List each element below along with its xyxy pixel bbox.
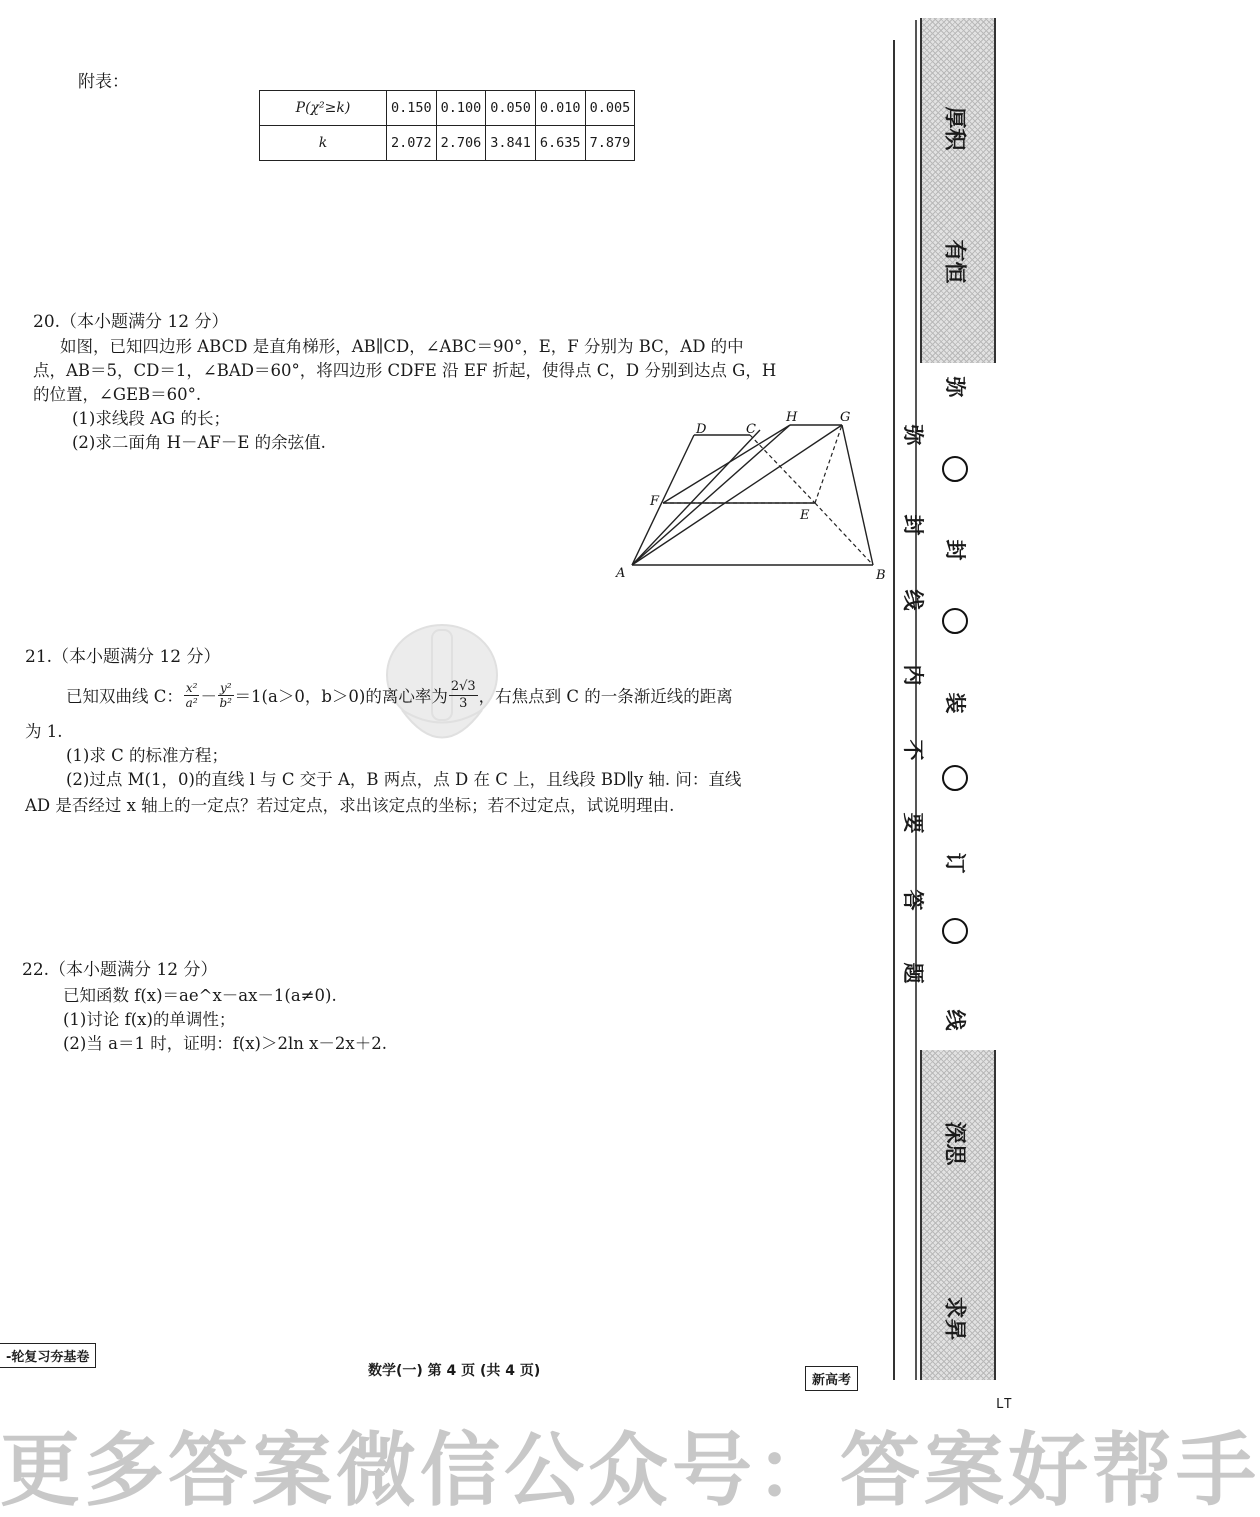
seal-outer-3: 装	[943, 692, 967, 714]
label-H: H	[786, 410, 798, 425]
table-cell: 3.841	[486, 126, 536, 161]
q22-part1: (1)讨论 f(x)的单调性；	[63, 1010, 236, 1029]
table-header-k: k	[260, 126, 387, 161]
frac-num: y²	[219, 680, 232, 695]
q21-text-b: ＝1(a＞0，b＞0)的离心率为	[234, 687, 448, 706]
table-cell: 0.050	[486, 91, 536, 126]
seal-inner-3: 线	[901, 589, 925, 611]
edge-EB-dashed	[815, 503, 873, 565]
seal-inner-5: 不	[901, 739, 925, 761]
edge-EG-dashed	[815, 425, 842, 503]
frac-den: a²	[185, 695, 198, 710]
q21-minus: －	[200, 687, 217, 706]
seal-inner-7: 答	[901, 889, 925, 911]
q21-heading: 21.（本小题满分 12 分）	[25, 647, 221, 667]
table-header-p: P(χ²≥k)	[260, 91, 387, 126]
table-cell: 6.635	[535, 126, 585, 161]
q21-text-c: ，右焦点到 C 的一条渐近线的距离	[478, 687, 733, 706]
edge-FH	[663, 425, 790, 503]
q22-part2: (2)当 a＝1 时，证明：f(x)＞2ln x－2x＋2.	[63, 1034, 387, 1053]
label-E: E	[800, 508, 810, 523]
table-cell: 2.706	[436, 126, 486, 161]
q21-part1: (1)求 C 的标准方程；	[66, 746, 228, 765]
q22-heading: 22.（本小题满分 12 分）	[22, 960, 218, 980]
table-cell: 2.072	[387, 126, 437, 161]
seal-outer-2: 封	[943, 539, 967, 561]
seal-inner-1: 弥	[901, 424, 925, 446]
frac-eccentricity	[449, 679, 478, 712]
table-cell: 7.879	[585, 126, 635, 161]
q21-line2: 为 1.	[25, 722, 63, 741]
label-A: A	[616, 566, 626, 581]
bottom-watermark: 更多答案微信公众号：答案好帮手	[0, 1424, 1260, 1517]
footer-page-number: 数学(一) 第 4 页 (共 4 页)	[368, 1363, 541, 1379]
band-word-3: 深思	[941, 1121, 967, 1166]
q21-text-a: 已知双曲线 C：	[66, 687, 183, 706]
binding-line-inner	[915, 20, 917, 1380]
table-cell: 0.100	[436, 91, 486, 126]
appendix-label: 附表：	[78, 72, 129, 92]
band-word-1: 厚积	[941, 106, 967, 151]
q21-line1	[66, 672, 733, 718]
footer-left-label: -轮复习夯基卷	[0, 1343, 96, 1368]
q22-line1: 已知函数 f(x)＝ae^x－ax－1(a≠0).	[63, 986, 337, 1005]
band-hatch-top	[920, 18, 996, 363]
label-C: C	[746, 422, 756, 437]
frac-num: 2√3	[450, 678, 476, 694]
band-word-4: 求昇	[941, 1296, 967, 1341]
edge-CE-dashed	[750, 435, 815, 503]
seal-inner-2: 封	[901, 514, 925, 536]
label-B: B	[876, 568, 886, 583]
q20-line1: 如图，已知四边形 ABCD 是直角梯形，AB∥CD，∠ABC＝90°，E，F 分别为 BC，AD 的中	[60, 337, 744, 356]
frac-den: b²	[219, 695, 232, 710]
q20-part1: (1)求线段 AG 的长；	[72, 409, 230, 428]
seal-inner-6: 要	[901, 812, 925, 834]
table-cell: 0.150	[387, 91, 437, 126]
binding-line-outer	[893, 40, 895, 1380]
edge-GB	[842, 425, 873, 565]
seal-inner-4: 内	[901, 664, 925, 686]
q21-part2a: (2)过点 M(1，0)的直线 l 与 C 交于 A，B 两点，点 D 在 C 上，且线段 BD∥y 轴. 问：直线	[66, 770, 742, 789]
q20-line2: 点，AB＝5，CD＝1，∠BAD＝60°，将四边形 CDFE 沿 EF 折起，使得点 C，D 分别到达点 G，H	[33, 361, 777, 380]
frac-den: 3	[459, 695, 468, 711]
table-cell: 0.005	[585, 91, 635, 126]
label-G: G	[840, 410, 851, 425]
frac-num: x²	[185, 680, 198, 695]
q20-heading: 20.（本小题满分 12 分）	[33, 312, 229, 332]
q20-part2: (2)求二面角 H－AF－E 的余弦值.	[72, 433, 326, 452]
chi-square-table	[259, 90, 635, 161]
seal-circle-3	[942, 765, 968, 791]
label-D: D	[696, 422, 707, 437]
seal-outer-4: 订	[943, 852, 967, 874]
table-cell: 0.010	[535, 91, 585, 126]
seal-outer-1: 弥	[943, 376, 967, 398]
seal-circle-1	[942, 456, 968, 482]
seal-circle-2	[942, 608, 968, 634]
edge-AG	[632, 425, 842, 565]
frac-x2-a2	[184, 681, 200, 710]
table-row	[260, 126, 635, 161]
footer-right-label: 新高考	[805, 1366, 858, 1391]
label-F: F	[650, 494, 660, 509]
footer-corner-code: LT	[996, 1397, 1012, 1412]
q21-part2b: AD 是否经过 x 轴上的一定点？若过定点，求出该定点的坐标；若不过定点，试说明理由.	[25, 796, 675, 815]
q20-line3: 的位置，∠GEB＝60°.	[33, 385, 202, 404]
edge-AD	[632, 435, 694, 565]
q20-figure	[610, 405, 900, 585]
seal-outer-5: 线	[943, 1009, 967, 1031]
seal-inner-8: 题	[901, 962, 925, 984]
frac-y2-b2	[218, 681, 234, 710]
table-row	[260, 91, 635, 126]
seal-circle-4	[942, 918, 968, 944]
band-word-2: 有恒	[941, 239, 967, 284]
